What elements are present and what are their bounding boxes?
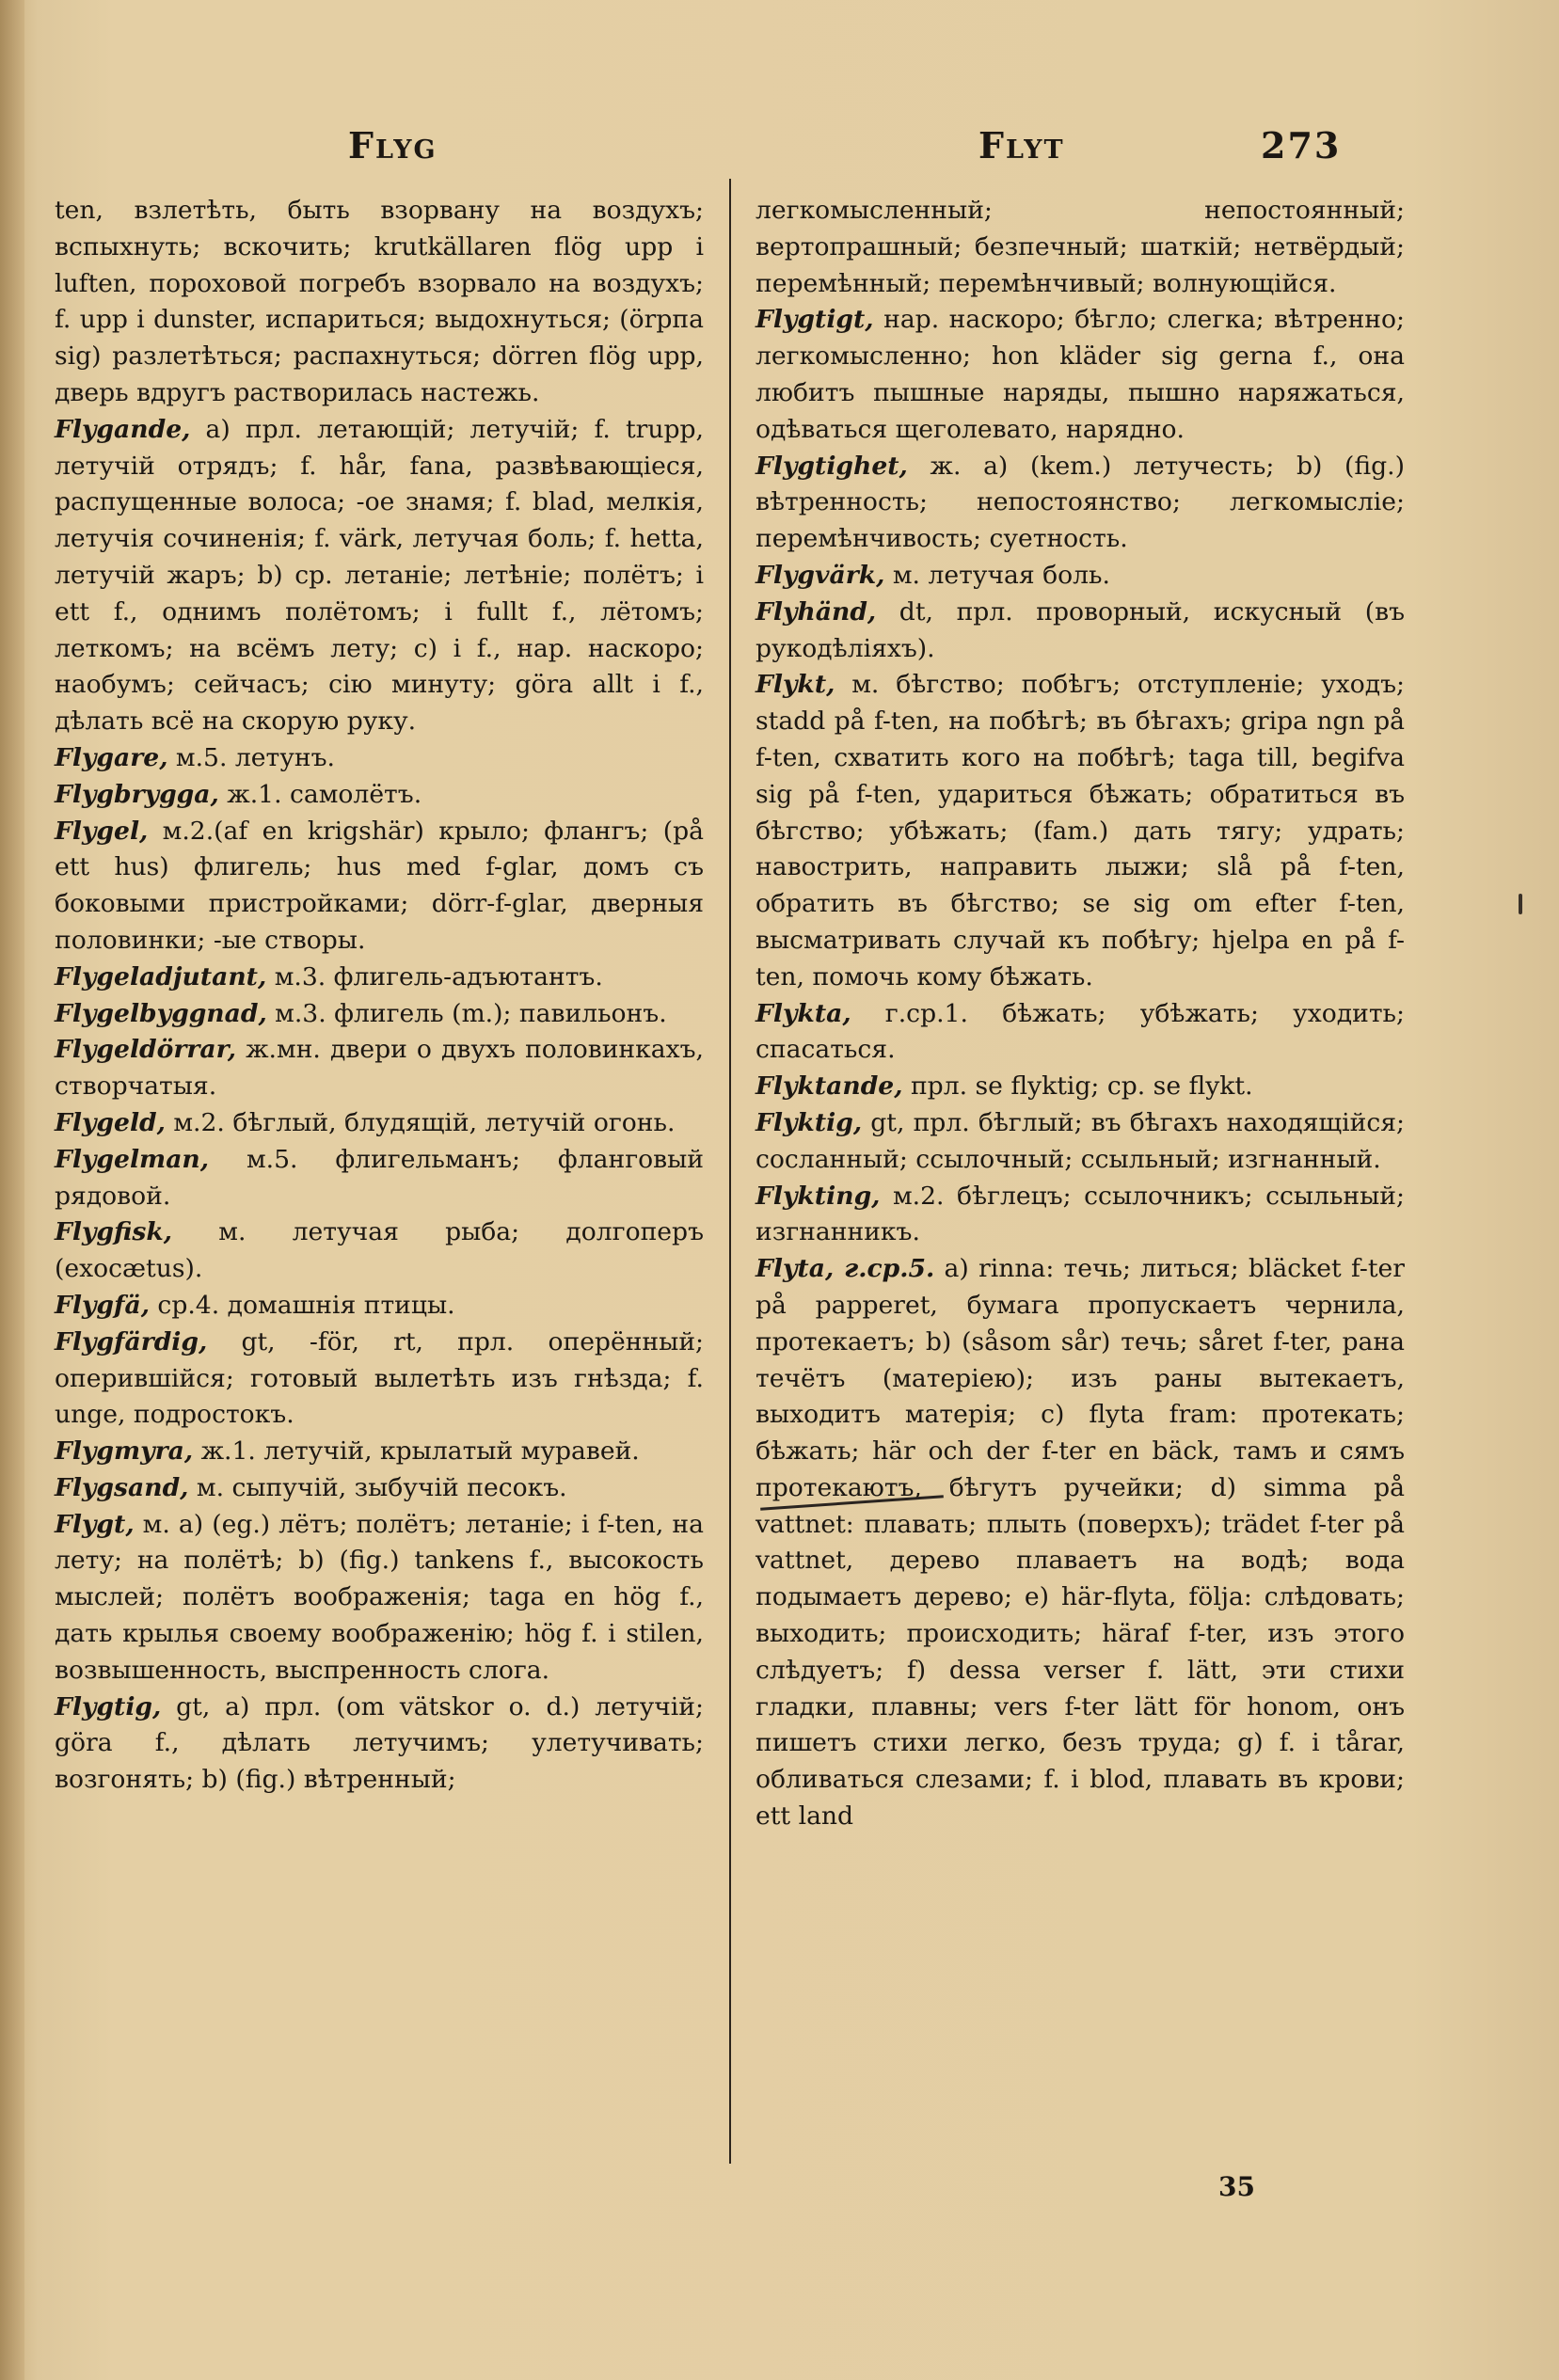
entry-definition: м. сыпучій, зыбучій песокъ. (188, 1472, 567, 1502)
entry-headword: Flygsand, (55, 1472, 189, 1502)
entry-headword: Flygtighet, (756, 451, 908, 481)
entry-definition: ж.1. летучій, крылатый муравей. (193, 1436, 640, 1467)
entry-headword: Flygmyra, (55, 1436, 194, 1467)
entry-headword: Flygeld, (55, 1107, 166, 1137)
entry-definition: gt, -för, rt, прл. оперённый; оперившійся; готовый вылетѣть изъ гнѣзда; f. unge, подростокъ. (55, 1326, 704, 1430)
entry-headword: Flygande, (55, 414, 191, 444)
entry-headword: Flygel, (55, 816, 149, 846)
dictionary-entry (55, 777, 704, 814)
entry-headword: Flyta, г.ср.5. (756, 1254, 935, 1284)
dictionary-entry (55, 996, 704, 1033)
dictionary-entry (55, 1470, 704, 1507)
entry-headword: Flyktig, (756, 1107, 863, 1137)
entry-definition: м. летучая боль. (884, 560, 1110, 590)
dictionary-entry (55, 1288, 704, 1325)
dictionary-entry (756, 449, 1405, 558)
entry-definition: м.2. бѣглый, блудящій, летучій огонь. (165, 1107, 676, 1137)
book-binding-edge (0, 0, 24, 2380)
entry-headword: Flyktande, (756, 1071, 903, 1102)
entry-headword: Flygtig, (55, 1691, 162, 1722)
entry-definition: dt, прл. проворный, искусный (въ рукодѣліяхъ). (756, 596, 1405, 663)
dictionary-entry (55, 1507, 704, 1690)
dictionary-entry (55, 1690, 704, 1799)
entry-definition: м.2. бѣглецъ; ссылочникъ; ссыльный; изгнанникъ. (756, 1181, 1405, 1247)
entry-definition: ж.1. самолётъ. (218, 779, 422, 809)
entry-definition: м.5. флигельманъ; фланговый рядовой. (55, 1144, 704, 1211)
entry-headword: Flygeldörrar, (55, 1035, 236, 1065)
left-column (55, 193, 704, 1799)
entry-definition: легкомысленный; непостоянный; вертопрашный; безпечный; шаткій; нетвёрдый; перемѣнный; перемѣнчивый; волнующійся. (756, 196, 1405, 298)
entry-definition: м.5. летунъ. (167, 742, 335, 772)
dictionary-entry (55, 1032, 704, 1105)
column-divider (729, 179, 731, 2164)
dictionary-entry (756, 1069, 1405, 1105)
entry-definition: gt, а) прл. (om vätskor o. d.) летучій; göra f., дѣлать летучимъ; улетучивать; возгонять; b) (fig.) вѣтренный; (55, 1691, 704, 1795)
right-column (756, 193, 1405, 1835)
entry-headword: Flykting, (756, 1181, 881, 1211)
entry-definition: ср.4. домашнія птицы. (149, 1290, 455, 1320)
dictionary-entry (756, 1251, 1405, 1835)
margin-pencil-mark (1519, 894, 1522, 914)
dictionary-entry (756, 302, 1405, 448)
dictionary-entry (756, 996, 1405, 1070)
dictionary-entry (756, 558, 1405, 595)
entry-headword: Flygelman, (55, 1144, 210, 1174)
entry-definition: ten, взлетѣть, быть взорвану на воздухъ; вспыхнуть; вскочить; krutkällaren flög upp i luften, пороховой погребъ взорвало на воздухъ; f. upp i dunster, испариться; выдохнуться; (örрпа sig) разлетѣться; распахнуться; dörren flög upp, дверь вдругъ растворилась настежь. (55, 196, 704, 407)
entry-headword: Flyhänd, (756, 596, 877, 627)
entry-headword: Flygelbyggnad, (55, 998, 267, 1028)
dictionary-entry (55, 1105, 704, 1142)
entry-definition: а) прл. летающій; летучій; f. trupp, летучій отрядъ; f. hår, fana, развѣвающіеся, распущенные волоса; -ое знамя; f. blad, мелкія, летучія сочиненія; f. värk, летучая боль; f. hetta, летучій жаръ; b) ср. летаніе; летѣніе; полётъ; i ett f., однимъ полётомъ; i fullt f., лётомъ; леткомъ; на всёмъ лету; c) i f., нар. наскоро; наобумъ; сейчасъ; сію минуту; göra allt i f., дѣлать всё на скорую руку. (55, 414, 704, 737)
running-head-right: Flyt (978, 124, 1065, 167)
dictionary-entry (55, 193, 704, 412)
dictionary-entry (55, 1325, 704, 1434)
signature-mark: 35 (1218, 2171, 1255, 2202)
dictionary-entry (55, 1434, 704, 1470)
dictionary-entry (756, 667, 1405, 995)
entry-headword: Flygfärdig, (55, 1326, 208, 1357)
entry-definition: gt, прл. бѣглый; въ бѣгахъ находящійся; сосланный; ссылочный; ссыльный; изгнанный. (756, 1107, 1405, 1174)
dictionary-entry (55, 740, 704, 777)
dictionary-entry (756, 193, 1405, 302)
entry-headword: Flygare, (55, 742, 168, 772)
entry-definition: м.3. флигель-адъютантъ. (266, 961, 603, 992)
entry-definition: г.ср.1. бѣжать; убѣжать; уходить; спасаться. (756, 998, 1405, 1065)
entry-definition: ж.мн. двери о двухъ половинкахъ, створчатыя. (55, 1035, 704, 1102)
dictionary-entry (55, 960, 704, 996)
dictionary-entry (55, 814, 704, 960)
entry-definition: м. бѣгство; побѣгъ; отступленіе; уходъ; stadd på f-ten, на побѣгѣ; въ бѣгахъ; gripa ngn på f-ten, схватить кого на побѣгѣ; taga till, begifva sig på f-ten, удариться бѣжать; обратиться въ бѣгство; убѣжать; (fam.) дать тягу; удрать; навострить, направить лыжи; slå på f-ten, обратить въ бѣгство; se sig om efter f-ten, высматривать случай къ побѣгу; hjelpa en på f-ten, помочь кому бѣжать. (756, 670, 1405, 992)
entry-definition: м.2.(af en krigshär) крыло; флангъ; (på ett hus) флигель; hus med f-glar, домъ съ боковыми пристройками; dörr-f-glar, дверныя половинки; -ые створы. (55, 816, 704, 955)
entry-headword: Flygeladjutant, (55, 961, 267, 992)
dictionary-entry (55, 1214, 704, 1288)
dictionary-entry (756, 1179, 1405, 1252)
entry-headword: Flygvärk, (756, 560, 885, 590)
dictionary-entry (756, 595, 1405, 668)
dictionary-entry (55, 412, 704, 740)
entry-definition: прл. se flyktig; ср. se flykt. (902, 1071, 1253, 1102)
dictionary-entry (55, 1142, 704, 1215)
entry-definition: м. летучая рыба; долгоперъ (exocætus). (55, 1217, 704, 1284)
entry-definition: нар. наскоро; бѣгло; слегка; вѣтренно; легкомысленно; hon kläder sig gerna f., она любитъ пышные наряды, пышно наряжаться, одѣваться щеголевато, нарядно. (756, 305, 1405, 444)
entry-headword: Flykta, (756, 998, 851, 1028)
page-number: 273 (1261, 124, 1342, 167)
entry-headword: Flykt, (756, 670, 835, 700)
entry-definition: а) rinna: течь; литься; bläcket f-ter på papperet, бумага пропускаетъ чернила, протекаетъ; b) (såsom sår) течь; såret f-ter, рана течётъ (матеріею); изъ раны вытекаетъ, выходитъ матерія; c) flyta fram: протекать; бѣжать; här och der f-ter en bäck, тамъ и сямъ протекаютъ, бѣгутъ ручейки; d) simma på vattnet: плавать; плыть (поверхъ); trädet f-ter på vattnet, дерево плаваетъ на водѣ; вода подымаетъ дерево; e) här-flyta, följa: слѣдовать; выходить; происходить; häraf f-ter, изъ этого слѣдуетъ; f) dessa verser f. lätt, эти стихи гладки, плавны; vers f-ter lätt för honom, онъ пишетъ стихи легко, безъ труда; g) f. i tårar, обливаться слезами; f. i blod, плавать въ крови; ett land (756, 1254, 1405, 1832)
dictionary-entry (756, 1105, 1405, 1179)
entry-headword: Flygtigt, (756, 305, 874, 335)
entry-definition: ж. а) (kem.) летучесть; b) (fig.) вѣтренность; непостоянство; легкомысліе; перемѣнчивость; суетность. (756, 451, 1405, 554)
running-head-left: Flyg (348, 124, 437, 167)
entry-headword: Flygt, (55, 1509, 135, 1539)
entry-definition: м.3. флигель (m.); павильонъ. (266, 998, 667, 1028)
entry-headword: Flygbrygga, (55, 779, 219, 809)
entry-headword: Flygfä, (55, 1290, 150, 1320)
entry-headword: Flygfisk, (55, 1217, 173, 1247)
entry-definition: м. а) (eg.) лётъ; полётъ; летаніе; i f-ten, на лету; на полётѣ; b) (fig.) tankens f., высокость мыслей; полётъ воображенія; taga en hög f., дать крылья своему воображенію; hög f. i stilen, возвышенность, выспренность слога. (55, 1509, 704, 1685)
